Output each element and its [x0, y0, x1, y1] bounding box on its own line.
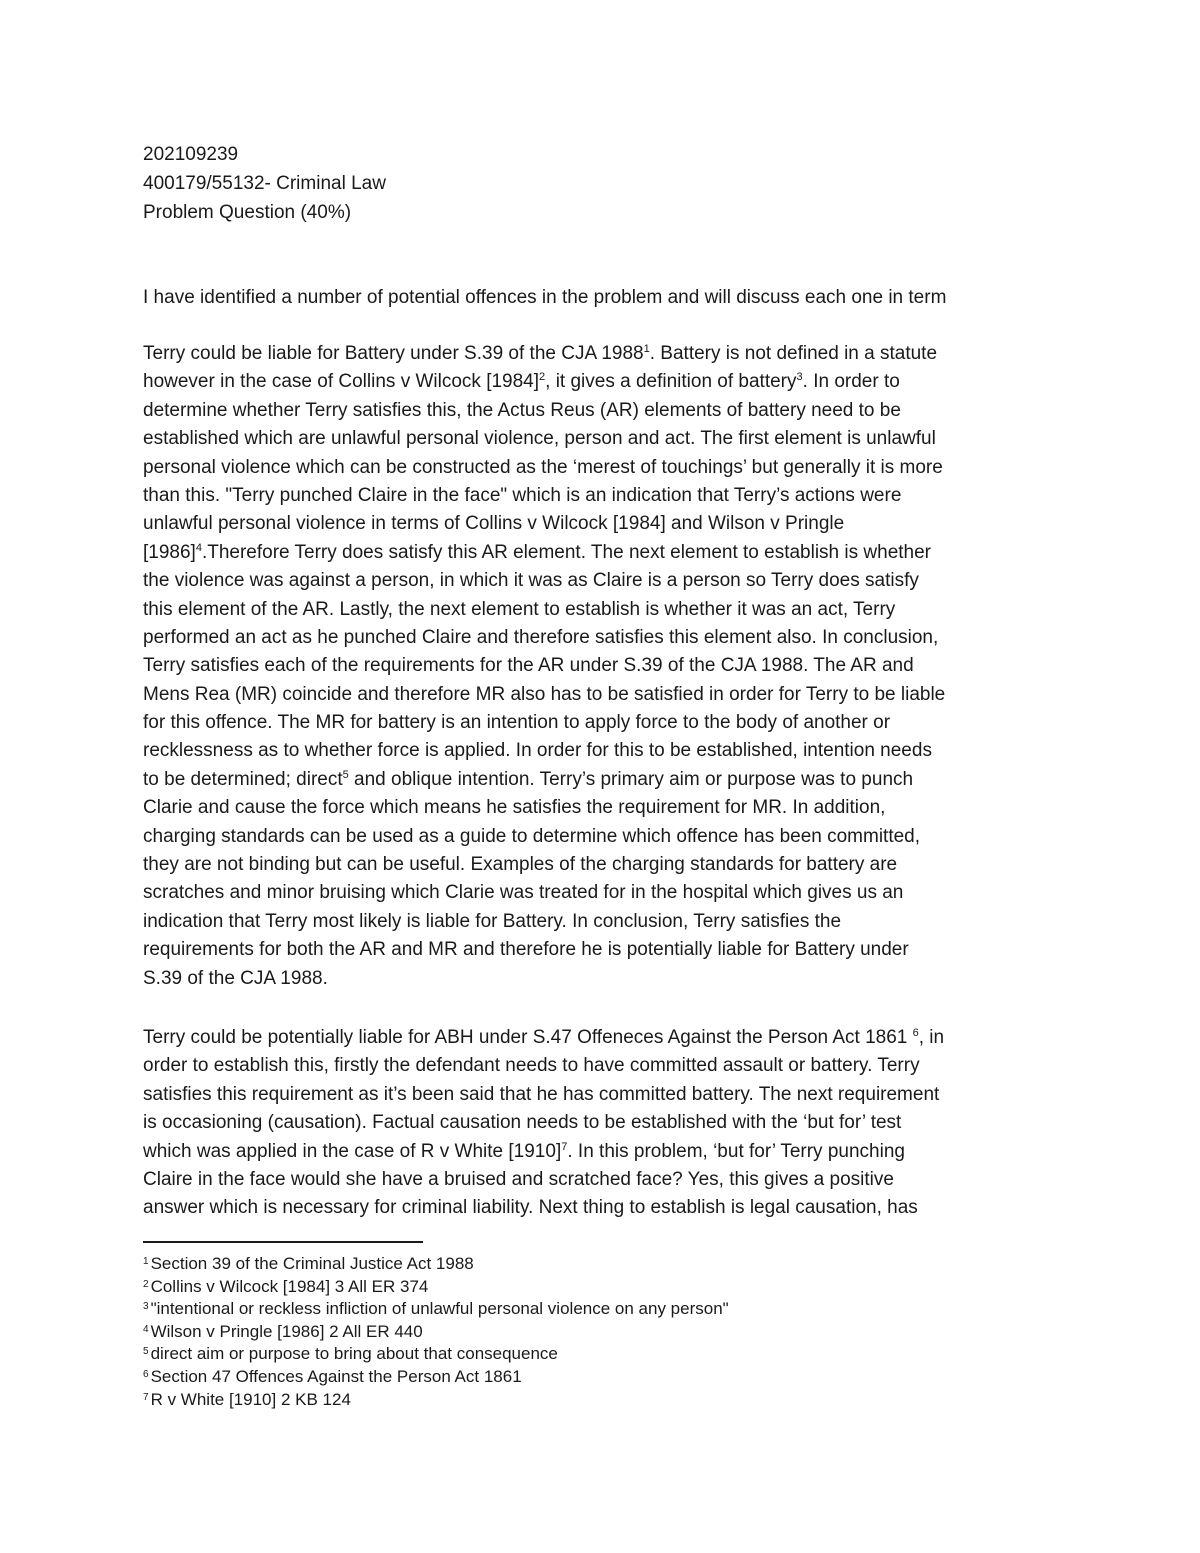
- intro-paragraph: I have identified a number of potential offences in the problem and will discuss each one in term: [143, 287, 947, 308]
- text-line: established which are unlawful personal violence, person and act. The first element is unlawful: [143, 428, 936, 450]
- footnote-ref[interactable]: 7: [561, 1140, 568, 1153]
- footnote-ref[interactable]: 5: [342, 768, 349, 781]
- text-line: answer which is necessary for criminal liability. Next thing to establish is legal causation, has: [143, 1197, 918, 1219]
- text-line: however in the case of Collins v Wilcock $[1984]^2$, it gives a definition of battery$^3$. In order to: [143, 371, 900, 393]
- footnote-ref[interactable]: 1: [643, 343, 650, 355]
- footnote-ref[interactable]: 3: [796, 371, 803, 384]
- text-line: the violence was against a person, in which it was as Claire is a person so Terry does satisfy: [143, 570, 919, 592]
- paragraph-abh: [143, 1024, 1073, 1223]
- text-line: determine whether Terry satisfies this, the Actus Reus (AR) elements of battery need to be: [143, 399, 901, 421]
- student-id: 202109239: [143, 144, 239, 165]
- text-line: this element of the AR. Lastly, the next element to establish is whether it was an act, Terry: [143, 598, 896, 620]
- footnote-ref[interactable]: 6: [912, 1027, 919, 1039]
- text-line: order to establish this, firstly the defendant needs to have committed assault or battery. Terry: [143, 1055, 920, 1077]
- footnote-separator: [143, 1241, 423, 1243]
- footnotes: [143, 1253, 1043, 1411]
- footnote-ref[interactable]: 4: [195, 541, 202, 554]
- text-line: scratches and minor bruising which Clarie was treated for in the hospital which gives us an: [143, 882, 904, 904]
- footnote-item: $^2$ Collins v Wilcock [1984] 3 All ER 374: [143, 1276, 429, 1296]
- text-line: Terry could be potentially liable for ABH under S.47 Offeneces Against the Person Act 1861 $^6$, in: [143, 1027, 945, 1048]
- text-line: personal violence which can be constructed as the ‘merest of touchings’ but generally it is more: [143, 456, 943, 478]
- footnote-ref[interactable]: 2: [539, 371, 546, 384]
- footnote-item: $^7$ R v White [1910] 2 KB 124: [143, 1389, 351, 1409]
- footnote-item: $^3$ "intentional or reckless infliction of unlawful personal violence on any person": [143, 1299, 729, 1319]
- text-line: recklessness as to whether force is applied. In order for this to be established, intention needs: [143, 740, 932, 762]
- text-line: S.39 of the CJA 1988.: [143, 967, 328, 989]
- text-line: they are not binding but can be useful. Examples of the charging standards for battery are: [143, 854, 898, 876]
- text-line: Clarie and cause the force which means he satisfies the requirement for MR. In addition,: [143, 797, 886, 819]
- assignment-title: Problem Question (40%): [143, 202, 352, 223]
- text-line: charging standards can be used as a guide to determine which offence has been committed,: [143, 825, 921, 847]
- text-line: than this. "Terry punched Claire in the face" which is an indication that Terry’s actions were: [143, 484, 902, 506]
- text-line: which was applied in the case of R v White $[1910]^7$. In this problem, ‘but for’ Terry punching: [143, 1140, 905, 1162]
- text-line: is occasioning (causation). Factual causation needs to be established with the ‘but for’ test: [143, 1112, 902, 1134]
- module-title: 400179/55132- Criminal Law: [143, 173, 386, 194]
- text-line: Mens Rea (MR) coincide and therefore MR also has to be satisfied in order for Terry to be liable: [143, 683, 946, 705]
- text-line: Claire in the face would she have a bruised and scratched face? Yes, this gives a positive: [143, 1168, 894, 1190]
- text-line: performed an act as he punched Claire and therefore satisfies this element also. In conclusion,: [143, 626, 939, 648]
- text-line: to be determined; direct$^5$ and oblique intention. Terry’s primary aim or purpose was to punch: [143, 768, 914, 790]
- text-line: requirements for both the AR and MR and therefore he is potentially liable for Battery under: [143, 939, 909, 961]
- text-line: $[1986]^4.Therefore$ Terry does satisfy this AR element. The next element to establish is whether: [143, 541, 931, 563]
- text-line: satisfies this requirement as it’s been said that he has committed battery. The next requirement: [143, 1083, 940, 1105]
- text-line: for this offence. The MR for battery is an intention to apply force to the body of another or: [143, 712, 891, 734]
- footnote-item: $^4$ Wilson v Pringle [1986] 2 All ER 440: [143, 1321, 423, 1341]
- footnote-item: $^5$ direct aim or purpose to bring about that consequence: [143, 1344, 558, 1364]
- paragraph-battery: [143, 340, 1073, 993]
- footnote-item: $^6$ Section 47 Offences Against the Person Act 1861: [143, 1366, 522, 1386]
- footnote-item: $^1$ Section 39 of the Criminal Justice Act 1988: [143, 1254, 474, 1273]
- document-page: [143, 140, 1063, 1219]
- text-line: indication that Terry most likely is liable for Battery. In conclusion, Terry satisfies the: [143, 910, 842, 932]
- text-line: Terry could be liable for Battery under S.39 of the CJA 1988$^1$. Battery is not defined in a statute: [143, 343, 938, 364]
- text-line: Terry satisfies each of the requirements for the AR under S.39 of the CJA 1988. The AR and: [143, 655, 914, 677]
- text-line: unlawful personal violence in terms of Collins v Wilcock [1984] and Wilson v Pringle: [143, 513, 845, 535]
